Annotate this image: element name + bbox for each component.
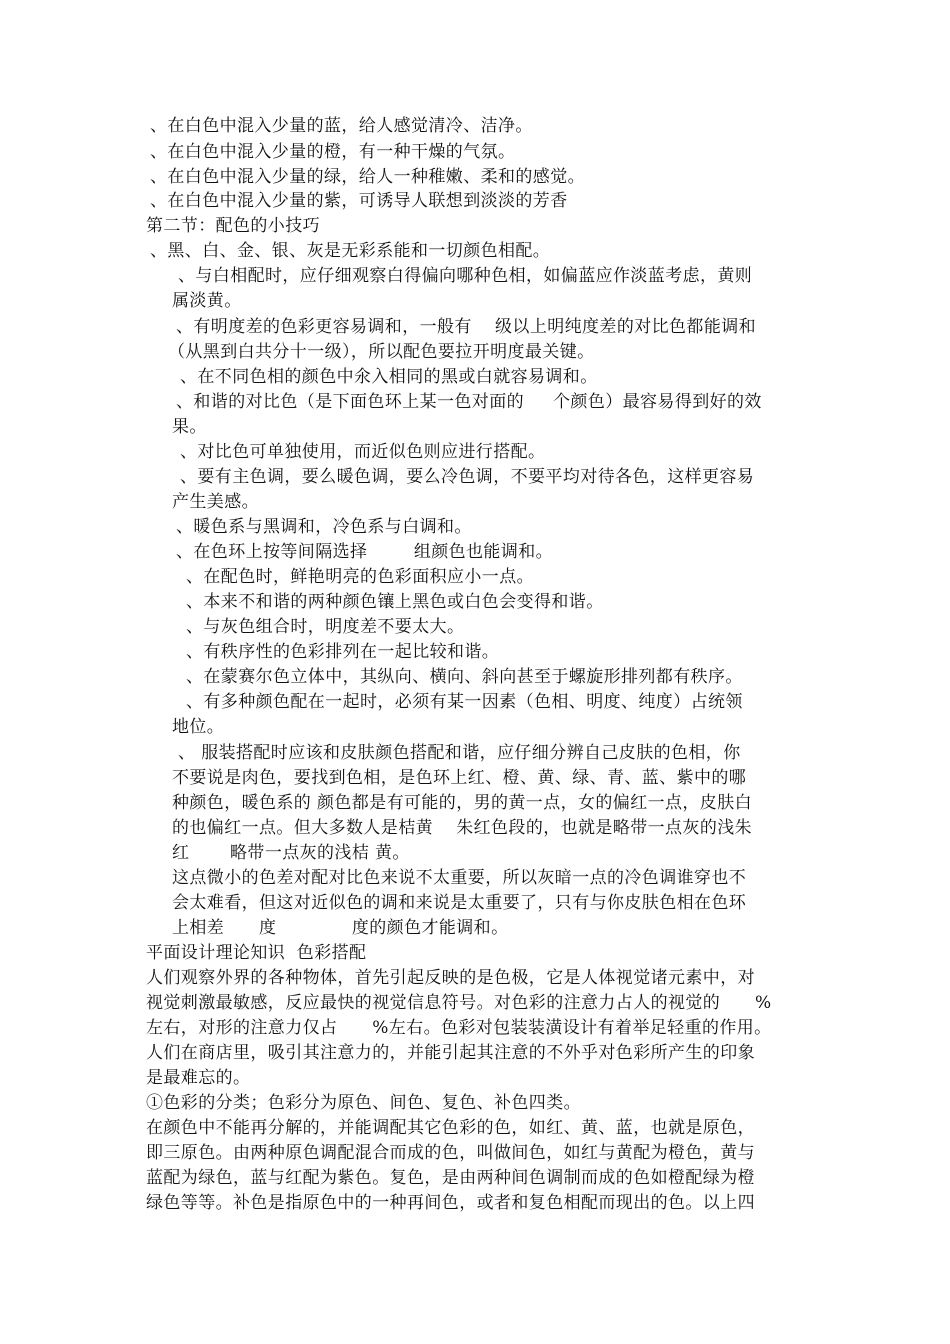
section-heading: 平面设计理论知识 色彩搭配 xyxy=(146,943,367,963)
text-line: 、在配色时，鲜艳明亮的色彩面积应小一点。 xyxy=(186,567,534,587)
text-line: 、在蒙赛尔色立体中，其纵向、横向、斜向甚至于螺旋形排列都有秩序。 xyxy=(186,667,743,687)
text-line: 产生美感。 xyxy=(172,492,259,512)
text-line: 、要有主色调，要么暖色调，要么冷色调，不要平均对待各色，这样更容易 xyxy=(180,467,755,487)
text-line: 红 略带一点灰的浅桔 黄。 xyxy=(172,843,410,863)
text-line: 视觉刺激最敏感，反应最快的视觉信息符号。对色彩的注意力占人的视觉的 % xyxy=(146,993,772,1013)
text-line: 人们观察外界的各种物体，首先引起反映的是色极，它是人体视觉诸元素中，对 xyxy=(146,968,755,988)
text-line: 即三原色。由两种原色调配混合而成的色，叫做间色，如红与黄配为橙色，黄与 xyxy=(146,1143,755,1163)
text-line: 上相差 度 度的颜色才能调和。 xyxy=(172,918,509,938)
text-line: 绿色等等。补色是指原色中的一种再间色，或者和复色相配而现出的色。以上四 xyxy=(146,1193,755,1213)
text-line: 种颜色，暖色系的 颜色都是有可能的，男的黄一点，女的偏红一点，皮肤白 xyxy=(172,793,753,813)
subsection-heading: ①色彩的分类；色彩分为原色、间色、复色、补色四类。 xyxy=(146,1093,581,1113)
text-line: 、暖色系与黑调和，冷色系与白调和。 xyxy=(176,517,472,537)
text-line: 、本来不和谐的两种颜色镶上黑色或白色会变得和谐。 xyxy=(186,592,604,612)
text-line: 不要说是肉色，要找到色相，是色环上红、橙、黄、绿、青、蓝、紫中的哪 xyxy=(172,768,747,788)
text-line: 、与灰色组合时，明度差不要太大。 xyxy=(186,617,465,637)
text-line: 、 服装搭配时应该和皮肤颜色搭配和谐，应仔细分辨自己皮肤的色相，你 xyxy=(178,743,741,763)
text-line: 是最难忘的。 xyxy=(146,1068,251,1088)
text-line: 、有多种颜色配在一起时，必须有某一因素（色相、明度、纯度）占统领 xyxy=(186,692,743,712)
text-line: 、对比色可单独使用，而近似色则应进行搭配。 xyxy=(180,442,546,462)
text-line: 、有秩序性的色彩排列在一起比较和谐。 xyxy=(186,642,500,662)
text-line: 、在白色中混入少量的蓝，给人感觉清冷、洁净。 xyxy=(150,116,533,136)
text-line: 在颜色中不能再分解的，并能调配其它色彩的色，如红、黄、蓝，也就是原色， xyxy=(146,1118,755,1138)
text-line: 、在白色中混入少量的绿，给人一种稚嫩、柔和的感觉。 xyxy=(150,167,585,187)
text-line: 地位。 xyxy=(172,717,225,737)
text-line: 、和谐的对比色（是下面色环上某一色对面的 个颜色）最容易得到好的效 xyxy=(176,392,762,412)
text-line: 蓝配为绿色，蓝与红配为紫色。复色，是由两种间色调制而成的色如橙配绿为橙 xyxy=(146,1168,755,1188)
text-line: （从黑到白共分十一级），所以配色要拉开明度最关键。 xyxy=(168,342,595,362)
text-line: 属淡黄。 xyxy=(172,291,242,311)
text-line: 左右，对形的注意力仅占 %左右。色彩对包装装潢设计有着举足轻重的作用。 xyxy=(146,1018,772,1038)
text-line: 会太难看，但这对近似色的调和来说是太重要了，只有与你皮肤色相在色环 xyxy=(172,893,747,913)
text-line: 、与白相配时，应仔细观察白得偏向哪种色相，如偏蓝应作淡蓝考虑，黄则 xyxy=(178,266,753,286)
text-line: 、有明度差的色彩更容易调和，一般有 级以上明纯度差的对比色都能调和 xyxy=(176,317,757,337)
text-line: 这点微小的色差对配对比色来说不太重要，所以灰暗一点的冷色调谁穿也不 xyxy=(172,868,747,888)
text-line: 、黑、白、金、银、灰是无彩系能和一切颜色相配。 xyxy=(150,241,551,261)
text-line: 、在色环上按等间隔选择 组颜色也能调和。 xyxy=(176,542,554,562)
text-line: 、在白色中混入少量的橙，有一种干燥的气氛。 xyxy=(150,142,516,162)
text-line: 人们在商店里，吸引其注意力的，并能引起其注意的不外乎对色彩所产生的印象 xyxy=(146,1043,755,1063)
section-heading: 第二节：配色的小技巧 xyxy=(146,216,320,236)
text-line: 的也偏红一点。但大多数人是桔黄 朱红色段的，也就是略带一点灰的浅朱 xyxy=(172,818,753,838)
text-line: 、在不同色相的颜色中氽入相同的黑或白就容易调和。 xyxy=(180,367,598,387)
text-line: 、在白色中混入少量的紫，可诱导人联想到淡淡的芳香 xyxy=(150,191,568,211)
text-line: 果。 xyxy=(172,417,207,437)
